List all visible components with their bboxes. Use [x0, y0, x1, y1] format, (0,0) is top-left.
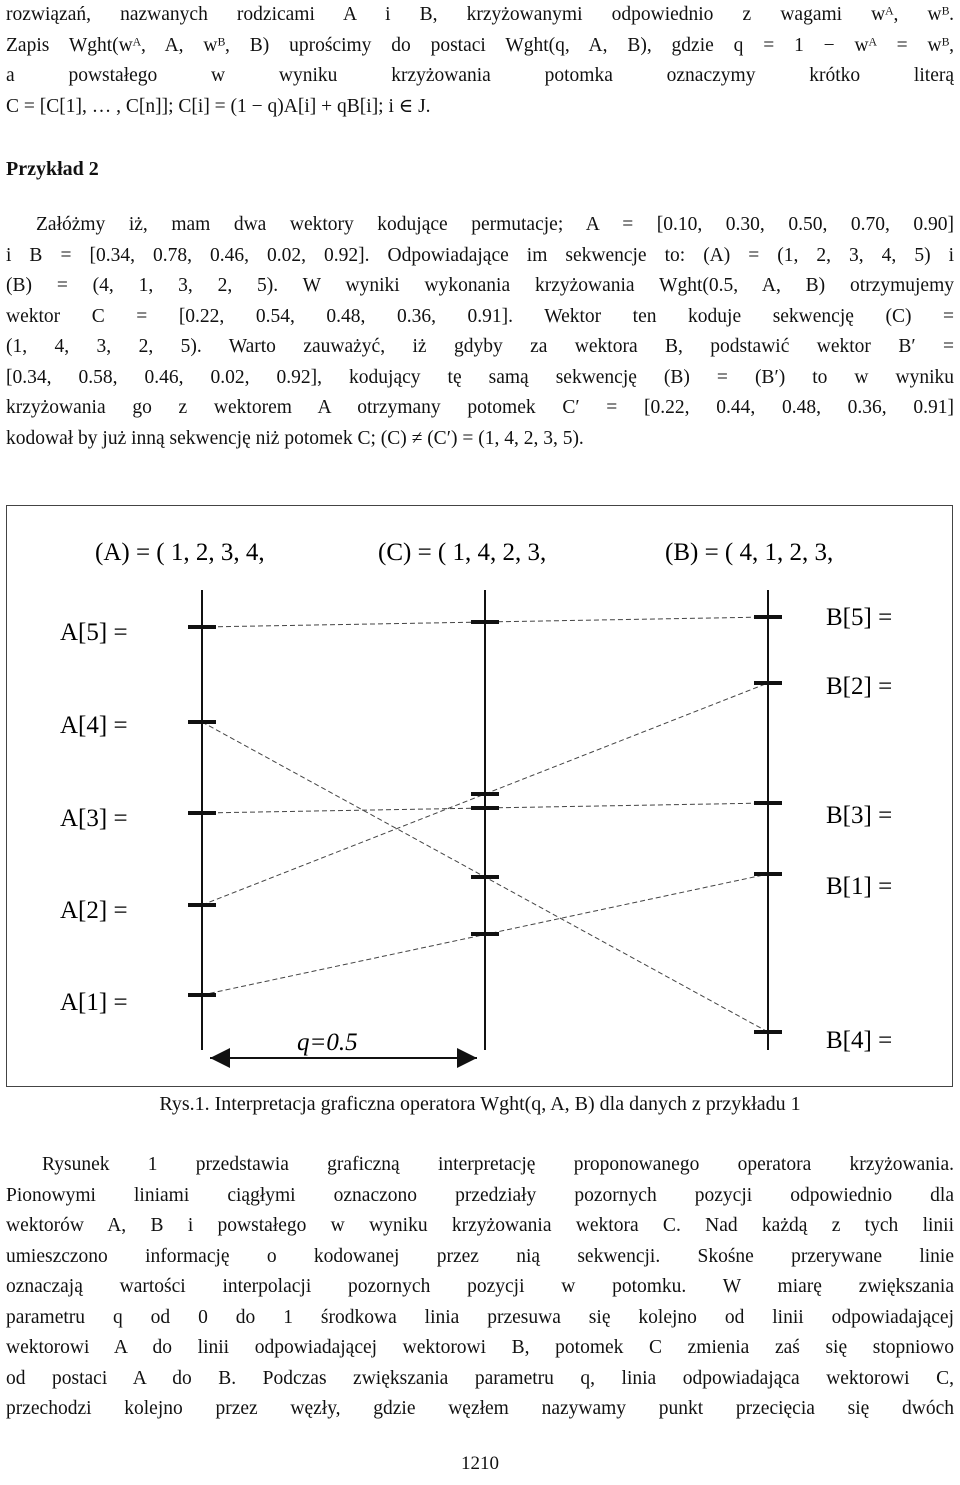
text-line: (1, 4, 3, 2, 5). Warto zauważyć, iż gdyby za wektora B, podstawić wektor B′ = — [6, 336, 954, 357]
text-line: Zapis Wght(wᴬ, A, wᴮ, B) uprościmy do postaci Wght(q, A, B), gdzie q = 1 − wᴬ = wᴮ, — [6, 34, 954, 56]
text-line: wektor C = [0.22, 0.54, 0.48, 0.36, 0.91]. Wektor ten koduje sekwencję (C) = — [6, 305, 954, 327]
text-line: i B = [0.34, 0.78, 0.46, 0.02, 0.92]. Odpowiadające im sekwencje to: (A) = (1, 2, 3, 4, 5) i — [6, 244, 954, 266]
text-line: od postaci A do B. Podczas zwiększania parametru q, linia odpowiadająca wektorowi C, — [6, 1367, 954, 1389]
example-heading: Przykład 2 — [6, 158, 99, 180]
label-a2: A[2] = — [60, 897, 128, 924]
text-line: wektorowi A do linii odpowiadającej wektorowi B, potomek C zmienia zaś się stopniowo — [6, 1337, 954, 1358]
text-line: Załóżmy iż, mam dwa wektory kodujące permutacje; A = [0.10, 0.30, 0.50, 0.70, 0.90] — [36, 214, 954, 235]
figure-caption: Rys.1. Interpretacja graficzna operatora Wght(q, A, B) dla danych z przykładu 1 — [159, 1093, 801, 1115]
text-line: Pionowymi liniami ciągłymi oznaczono przedziały pozornych pozycji odpowiednio dla — [6, 1184, 954, 1206]
text-line: parametru q od 0 do 1 środkowa linia przesuwa się kolejno od linii odpowiadającej — [6, 1306, 954, 1328]
text-line: (B) = (4, 1, 3, 2, 5). W wyniki wykonania krzyżowania Wght(0.5, A, B) otrzymujemy — [6, 275, 954, 296]
text-line: oznaczają wartości interpolacji pozornych pozycji w potomku. W miarę zwiększania — [6, 1276, 954, 1297]
text-line: kodował by już inną sekwencję niż potomek C; (C) ≠ (C′) = (1, 4, 2, 3, 5). — [6, 427, 584, 449]
label-b2: B[2] = — [826, 673, 893, 700]
label-a3: A[3] = — [60, 805, 128, 832]
text-line: rozwiązań, nazwanych rodzicami A i B, krzyżowanymi odpowiednio z wagami wᴬ, wᴮ. — [6, 4, 954, 25]
text-line: krzyżowania go z wektorem A otrzymany potomek C′ = [0.22, 0.44, 0.48, 0.36, 0.91] — [6, 397, 954, 418]
label-a4: A[4] = — [60, 712, 128, 739]
label-a1: A[1] = — [60, 989, 128, 1016]
text-line: [0.34, 0.58, 0.46, 0.02, 0.92], kodujący tę samą sekwencję (B) = (B′) to w wyniku — [6, 366, 954, 388]
q-label: q=0.5 — [297, 1029, 358, 1056]
text-line: C = [C[1], … , C[n]]; C[i] = (1 − q)A[i] + qB[i]; i ∈ J. — [6, 95, 431, 117]
text-line: Rysunek 1 przedstawia graficzną interpretację proponowanego operatora krzyżowania. — [42, 1154, 954, 1175]
text-line: umieszczono informację o kodowanej przez nią sekwencji. Skośne przerywane linie — [6, 1245, 954, 1267]
text-line: a powstałego w wyniku krzyżowania potomka oznaczymy krótko literą — [6, 65, 954, 86]
label-b4: B[4] = — [826, 1027, 893, 1054]
text-line: przechodzi kolejno przez węzły, gdzie węzłem nazywamy punkt przecięcia się dwóch — [6, 1398, 954, 1419]
label-b1: B[1] = — [826, 873, 893, 900]
label-b5: B[5] = — [826, 604, 893, 631]
label-a5: A[5] = — [60, 619, 128, 646]
label-b3: B[3] = — [826, 802, 893, 829]
seq-label-b: (B) = ( 4, 1, 2, 3, — [665, 539, 834, 566]
seq-label-c: (C) = ( 1, 4, 2, 3, — [378, 539, 547, 566]
text-line: wektorów A, B i powstałego w wyniku krzyżowania wektora C. Nad każdą z tych linii — [6, 1215, 954, 1236]
description-paragraph — [6, 1150, 954, 1425]
page-number: 1210 — [461, 1453, 499, 1474]
seq-label-a: (A) = ( 1, 2, 3, 4, — [95, 539, 265, 566]
